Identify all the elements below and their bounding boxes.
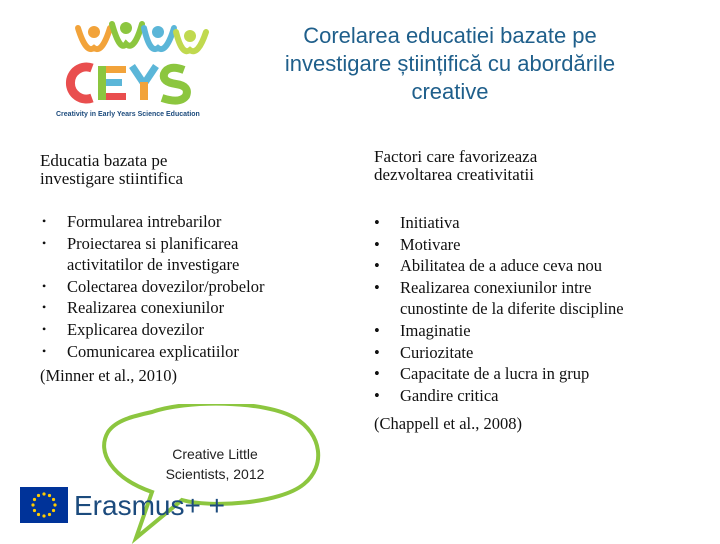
list-item-text: Imaginatie	[400, 320, 471, 340]
list-item-text: Capacitate de a lucra in grup	[400, 364, 590, 384]
list-item-text: Realizarea conexiunilor	[67, 298, 225, 318]
list-item	[40, 233, 340, 276]
right-column-title	[374, 148, 694, 184]
list-item	[40, 319, 340, 341]
list-item-text: activitatilor de investigare	[67, 255, 240, 275]
bullet-icon: •	[374, 364, 380, 384]
list-item	[374, 255, 704, 277]
list-item	[40, 276, 340, 298]
bullet-icon: •	[374, 213, 380, 232]
eu-star-icon	[53, 503, 56, 506]
list-item	[374, 277, 704, 320]
bullet-icon: •	[42, 343, 47, 358]
list-item-text: Comunicarea explicatiilor	[67, 341, 239, 361]
list-item-text: Formularea intrebarilor	[67, 212, 222, 231]
bubble-line: Scientists, 2012	[165, 466, 265, 482]
list-item	[374, 212, 704, 234]
bullet-icon: •	[42, 278, 47, 293]
bullet-icon: •	[42, 235, 47, 250]
list-item	[40, 211, 340, 233]
left-title-line: investigare stiintifica	[40, 169, 184, 188]
page-title	[248, 22, 652, 106]
eu-star-icon	[42, 492, 45, 495]
right-title-line: Factori care favorizeaza	[374, 147, 538, 166]
list-item-text: Explicarea dovezilor	[67, 319, 204, 339]
eu-star-icon	[52, 498, 55, 501]
eu-star-icon	[48, 513, 51, 516]
bullet-icon: •	[374, 277, 380, 297]
bullet-icon: •	[374, 234, 380, 254]
title-line: creative	[411, 79, 489, 104]
bullet-icon: •	[42, 300, 47, 315]
list-item-text: Realizarea conexiunilor intre	[400, 277, 592, 297]
bullet-icon: •	[374, 320, 380, 340]
list-item-text: Abilitatea de a aduce ceva nou	[400, 256, 603, 276]
erasmus-label: Erasmus+ +	[74, 490, 225, 521]
ceys-letters	[70, 66, 186, 101]
list-item	[40, 297, 340, 319]
left-title-line: Educatia bazata pe	[40, 151, 168, 170]
eu-flag-icon	[20, 487, 68, 523]
left-column-title	[40, 152, 320, 188]
bullet-icon: •	[374, 385, 380, 405]
eu-star-icon	[48, 494, 51, 497]
left-citation: (Minner et al., 2010)	[40, 366, 178, 385]
bullet-icon: •	[42, 214, 47, 228]
bullet-icon: •	[374, 256, 380, 276]
eu-star-icon	[33, 498, 36, 501]
right-citation: (Chappell et al., 2008)	[374, 414, 523, 433]
ceys-logo-icon	[50, 18, 220, 122]
bubble-text	[130, 444, 300, 484]
list-item-text: Proiectarea si planificarea	[67, 233, 239, 253]
list-item-text: Gandire critica	[400, 385, 499, 405]
bullet-icon: •	[42, 321, 47, 336]
right-bullet-list	[374, 212, 704, 406]
list-item-text: Motivare	[400, 234, 461, 254]
list-item-text: Initiativa	[400, 213, 460, 232]
list-item-text: Curiozitate	[400, 342, 474, 362]
eu-star-icon	[37, 494, 40, 497]
eu-star-icon	[52, 509, 55, 512]
right-title-line: dezvoltarea creativitatii	[374, 165, 534, 184]
bullet-icon: •	[374, 342, 380, 362]
list-item-text: cunostinte de la diferite discipline	[400, 299, 624, 319]
eu-star-icon	[33, 509, 36, 512]
list-item	[374, 385, 704, 407]
list-item	[374, 320, 704, 342]
ceys-caption: Creativity in Early Years Science Education	[56, 111, 200, 118]
ceys-logo	[50, 18, 220, 122]
list-item	[374, 234, 704, 256]
eu-star-icon	[42, 514, 45, 517]
title-line: investigare științifică cu abordările	[284, 51, 616, 76]
list-item	[374, 363, 704, 385]
eu-star-icon	[31, 503, 34, 506]
list-item-text: Colectarea dovezilor/probelor	[67, 276, 265, 296]
eu-star-icon	[37, 513, 40, 516]
bubble-line: Creative Little	[172, 446, 258, 462]
list-item	[40, 341, 340, 363]
list-item	[374, 342, 704, 364]
title-line: Corelarea educatiei bazate pe	[303, 23, 597, 48]
left-bullet-list	[40, 211, 340, 362]
